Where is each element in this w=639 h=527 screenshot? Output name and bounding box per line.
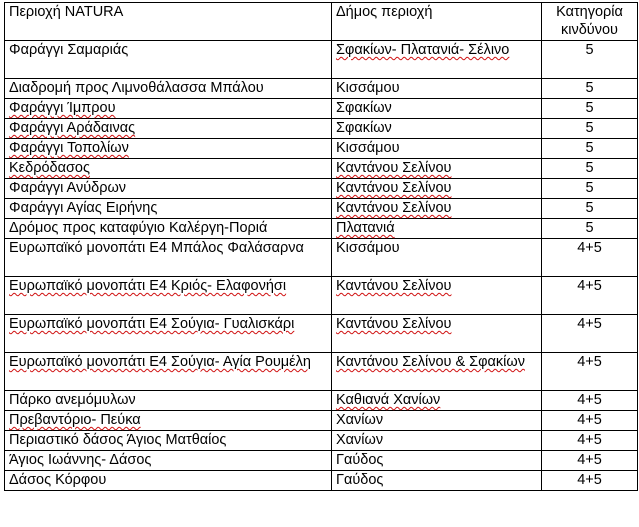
municipality-cell: Γαύδος — [332, 471, 542, 491]
municipality-cell — [332, 199, 542, 219]
table-row — [5, 41, 638, 79]
risk-cell: 5 — [542, 99, 638, 119]
table-row — [5, 99, 638, 119]
area-text: Πρεβαντόριο- Πεύκα — [9, 412, 141, 428]
municipality-text: Καντάνου Σελίνου & Σφακίων — [336, 354, 525, 370]
table-row — [5, 451, 638, 471]
risk-cell: 4+5 — [542, 239, 638, 277]
risk-cell: 5 — [542, 79, 638, 99]
table-row — [5, 431, 638, 451]
header-municipality: Δήμος περιοχή — [332, 3, 542, 41]
area-cell: Άγιος Ιωάννης- Δάσος — [5, 451, 332, 471]
area-cell — [5, 315, 332, 353]
table-row — [5, 199, 638, 219]
area-text: Φαράγγι Τοπολίων — [9, 140, 129, 156]
area-cell — [5, 411, 332, 431]
table-row — [5, 277, 638, 315]
area-cell: Δρόμος προς καταφύγιο Καλέργη-Ποριά — [5, 219, 332, 239]
area-text: Κεδρόδασος — [9, 160, 90, 176]
risk-cell: 5 — [542, 219, 638, 239]
table-row — [5, 315, 638, 353]
municipality-text: Σφακίων- Πλατανιά- Σέλινο — [336, 42, 510, 58]
area-cell — [5, 139, 332, 159]
area-text: Φαράγγι Ίμπρου — [9, 100, 116, 116]
municipality-cell — [332, 41, 542, 79]
municipality-text: Καντάνου Σελίνου — [336, 278, 452, 294]
header-risk-category: Κατηγορία κινδύνου — [542, 3, 638, 41]
municipality-cell — [332, 353, 542, 391]
municipality-text: Καθιανά Χανίων — [336, 392, 441, 408]
area-cell: Φαράγγι Αγίας Ειρήνης — [5, 199, 332, 219]
table-row — [5, 471, 638, 491]
risk-cell: 5 — [542, 179, 638, 199]
area-cell: Ευρωπαϊκό μονοπάτι Ε4 Μπάλος Φαλάσαρνα — [5, 239, 332, 277]
risk-cell: 5 — [542, 139, 638, 159]
area-text: Ευρωπαϊκό μονοπάτι Ε4 Σούγια- Γυαλισκάρι — [9, 316, 295, 332]
area-cell: Φαράγγι Ανύδρων — [5, 179, 332, 199]
municipality-text: Καντάνου Σελίνου — [336, 180, 452, 196]
municipality-cell: Κισσάμου — [332, 79, 542, 99]
area-text: Ευρωπαϊκό μονοπάτι Ε4 Κριός- Ελαφονήσι — [9, 278, 287, 294]
table-row — [5, 159, 638, 179]
table-row — [5, 79, 638, 99]
area-text: Ευρωπαϊκό μονοπάτι Ε4 Σούγια- Αγία Ρουμέλη — [9, 354, 311, 370]
risk-cell: 4+5 — [542, 431, 638, 451]
municipality-cell — [332, 277, 542, 315]
risk-cell: 4+5 — [542, 391, 638, 411]
municipality-cell: Σφακίων — [332, 99, 542, 119]
municipality-text: Καντάνου Σελίνου — [336, 316, 452, 332]
area-cell: Περιαστικό δάσος Άγιος Ματθαίος — [5, 431, 332, 451]
municipality-cell — [332, 315, 542, 353]
municipality-text: Καντάνου Σελίνου — [336, 200, 452, 216]
area-cell — [5, 119, 332, 139]
risk-cell: 4+5 — [542, 353, 638, 391]
municipality-cell — [332, 159, 542, 179]
municipality-cell: Σφακίων — [332, 119, 542, 139]
area-text: Φαράγγι Αράδαινας — [9, 120, 136, 136]
table-row — [5, 139, 638, 159]
risk-cell: 4+5 — [542, 471, 638, 491]
area-cell: Διαδρομή προς Λιμνοθάλασσα Μπάλου — [5, 79, 332, 99]
municipality-cell — [332, 391, 542, 411]
municipality-text: Πλατανιά — [336, 220, 395, 236]
table-row — [5, 239, 638, 277]
risk-cell: 4+5 — [542, 277, 638, 315]
risk-cell: 5 — [542, 119, 638, 139]
table-row — [5, 179, 638, 199]
area-cell: Δάσος Κόρφου — [5, 471, 332, 491]
municipality-text: Καντάνου Σελίνου — [336, 160, 452, 176]
municipality-cell — [332, 219, 542, 239]
header-area: Περιοχή NATURA — [5, 3, 332, 41]
risk-cell: 5 — [542, 159, 638, 179]
area-cell: Πάρκο ανεμόμυλων — [5, 391, 332, 411]
risk-cell: 4+5 — [542, 411, 638, 431]
area-cell — [5, 277, 332, 315]
municipality-cell: Κισσάμου — [332, 239, 542, 277]
table-row — [5, 411, 638, 431]
table-row — [5, 219, 638, 239]
area-cell — [5, 159, 332, 179]
area-cell — [5, 353, 332, 391]
municipality-cell — [332, 179, 542, 199]
risk-cell: 5 — [542, 199, 638, 219]
table-row — [5, 353, 638, 391]
area-cell — [5, 99, 332, 119]
municipality-cell: Χανίων — [332, 431, 542, 451]
table-header-row — [5, 3, 638, 41]
risk-cell: 4+5 — [542, 315, 638, 353]
table-row — [5, 391, 638, 411]
area-cell: Φαράγγι Σαμαριάς — [5, 41, 332, 79]
natura-risk-table — [4, 2, 638, 491]
risk-cell: 4+5 — [542, 451, 638, 471]
municipality-cell: Κισσάμου — [332, 139, 542, 159]
table-row — [5, 119, 638, 139]
municipality-cell: Χανίων — [332, 411, 542, 431]
risk-cell: 5 — [542, 41, 638, 79]
municipality-cell: Γαύδος — [332, 451, 542, 471]
